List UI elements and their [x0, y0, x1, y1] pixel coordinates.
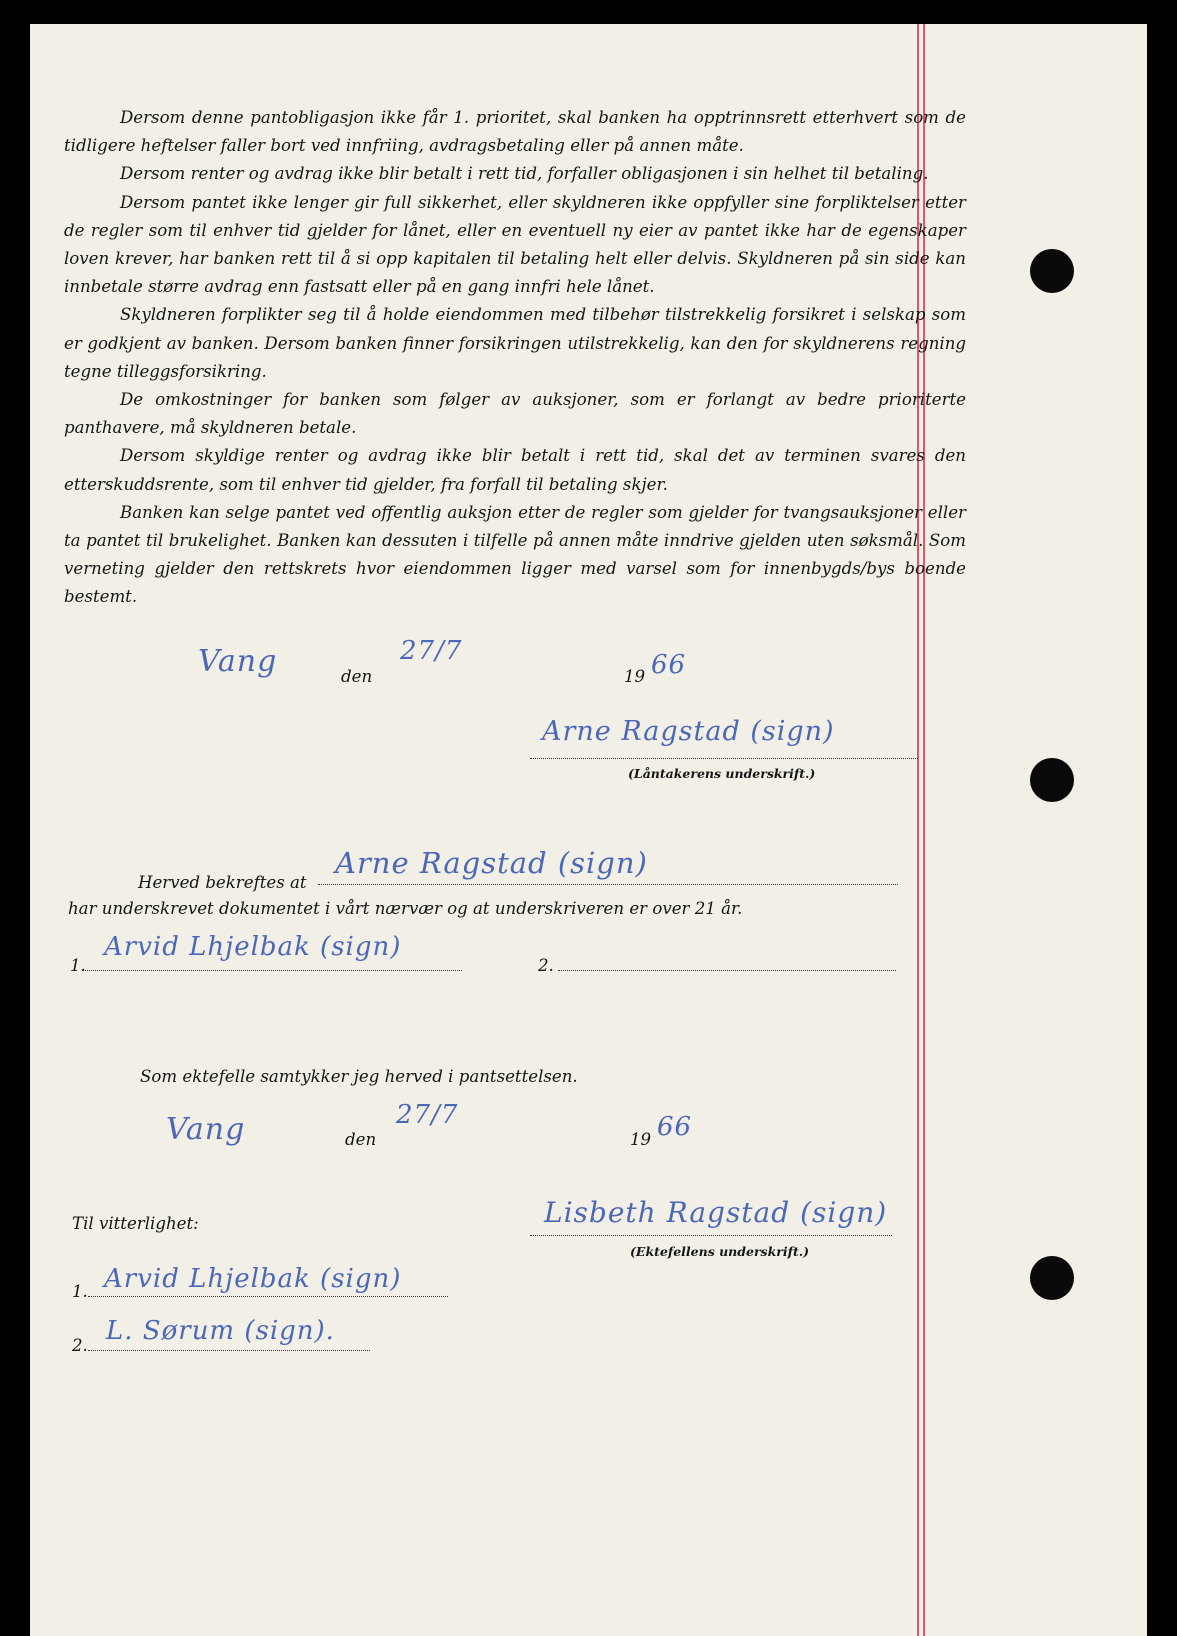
witness-1-signature: Arvid Lhjelbak (sign) — [104, 932, 402, 962]
witness-1-number: 1. — [70, 956, 86, 975]
year-handwritten: 66 — [651, 650, 687, 680]
terms-paragraph: Dersom renter og avdrag ikke blir betalt i rett tid, forfaller obligasjonen i sin helhet til betaling. — [120, 164, 929, 184]
spouse-witness-1-number: 1. — [72, 1282, 88, 1301]
confirm-label: Herved bekreftes at — [138, 873, 307, 892]
borrower-signature: Arne Ragstad (sign) — [542, 716, 835, 747]
confirm-name-handwritten: Arne Ragstad (sign) — [335, 846, 648, 880]
terms-paragraph: Dersom denne pantobligasjon ikke får 1. prioritet, skal banken ha opptrinnsrett etterhvert som de tidligere heftelser faller bort ved innfriing, avdragsbetaling eller på annen måte. — [64, 108, 966, 156]
spouse-witness-1-line — [88, 1296, 448, 1297]
den-label: den — [341, 667, 373, 686]
place-handwritten: Vang — [198, 644, 278, 679]
spouse-place-handwritten: Vang — [166, 1112, 246, 1147]
terms-paragraph: De omkostninger for banken som følger av auksjoner, som er forlangt av bedre prioriterte panthavere, må skyldneren betale. — [64, 390, 966, 438]
spouse-den-label: den — [345, 1130, 377, 1149]
spouse-year-prefix: 19 — [630, 1130, 652, 1149]
terms-text — [64, 104, 966, 612]
witness-1-line — [82, 970, 462, 971]
spouse-consent-text: Som ektefelle samtykker jeg herved i pantsettelsen. — [140, 1067, 578, 1086]
spouse-signature: Lisbeth Ragstad (sign) — [544, 1196, 888, 1229]
spouse-signature-caption: (Ektefellens underskrift.) — [630, 1244, 809, 1259]
punch-hole — [1030, 249, 1074, 293]
witness-2-number: 2. — [538, 956, 554, 975]
spouse-date-handwritten: 27/7 — [396, 1100, 459, 1130]
confirm-text: har underskrevet dokumentet i vårt nærvær og at underskriveren er over 21 år. — [68, 899, 743, 918]
terms-paragraph: Skyldneren forplikter seg til å holde eiendommen med tilbehør tilstrekkelig forsikret i selskap som er godkjent av banken. Dersom banken finner forsikringen utilstrekkelig, kan den for skyldnerens regning tegne tilleggsforsikring. — [64, 305, 966, 381]
date-handwritten: 27/7 — [400, 636, 463, 666]
borrower-signature-caption: (Låntakerens underskrift.) — [628, 766, 816, 781]
witness-2-line — [558, 970, 896, 971]
punch-hole — [1030, 1256, 1074, 1300]
witness-heading: Til vitterlighet: — [72, 1214, 199, 1233]
spouse-witness-2-number: 2. — [72, 1336, 88, 1355]
terms-paragraph: Banken kan selge pantet ved offentlig auksjon etter de regler som gjelder for tvangsauksjoner eller ta pantet til brukelighet. Banken kan dessuten i tilfelle på annen måte inndrive gjelden uten søksmål. Som verneting gjelder den rettskrets hvor eiendommen ligger med varsel som for innenbygds/bys boende bestemt. — [64, 502, 966, 607]
year-prefix: 19 — [624, 667, 646, 686]
spouse-witness-2-signature: L. Sørum (sign). — [106, 1316, 335, 1346]
signature-line — [530, 758, 918, 759]
terms-paragraph: Dersom pantet ikke lenger gir full sikkerhet, eller skyldneren ikke oppfyller sine forpliktelser etter de regler som til enhver tid gjelder for lånet, eller en eventuell ny eier av pantet ikke har de egenskaper loven krever, har banken rett til å si opp kapitalen til betaling helt eller delvis. Skyldneren på sin side kan innbetale større avdrag enn fastsatt eller på en gang innfri hele lånet. — [64, 192, 966, 297]
confirm-name-line — [318, 884, 898, 885]
document-page — [30, 24, 1147, 1636]
spouse-signature-line — [530, 1235, 892, 1236]
spouse-witness-2-line — [88, 1350, 370, 1351]
punch-hole — [1030, 758, 1074, 802]
spouse-witness-1-signature: Arvid Lhjelbak (sign) — [104, 1264, 402, 1294]
terms-paragraph: Dersom skyldige renter og avdrag ikke blir betalt i rett tid, skal det av terminen svares den etterskuddsrente, som til enhver tid gjelder, fra forfall til betaling skjer. — [64, 446, 966, 494]
spouse-year-handwritten: 66 — [657, 1112, 693, 1142]
